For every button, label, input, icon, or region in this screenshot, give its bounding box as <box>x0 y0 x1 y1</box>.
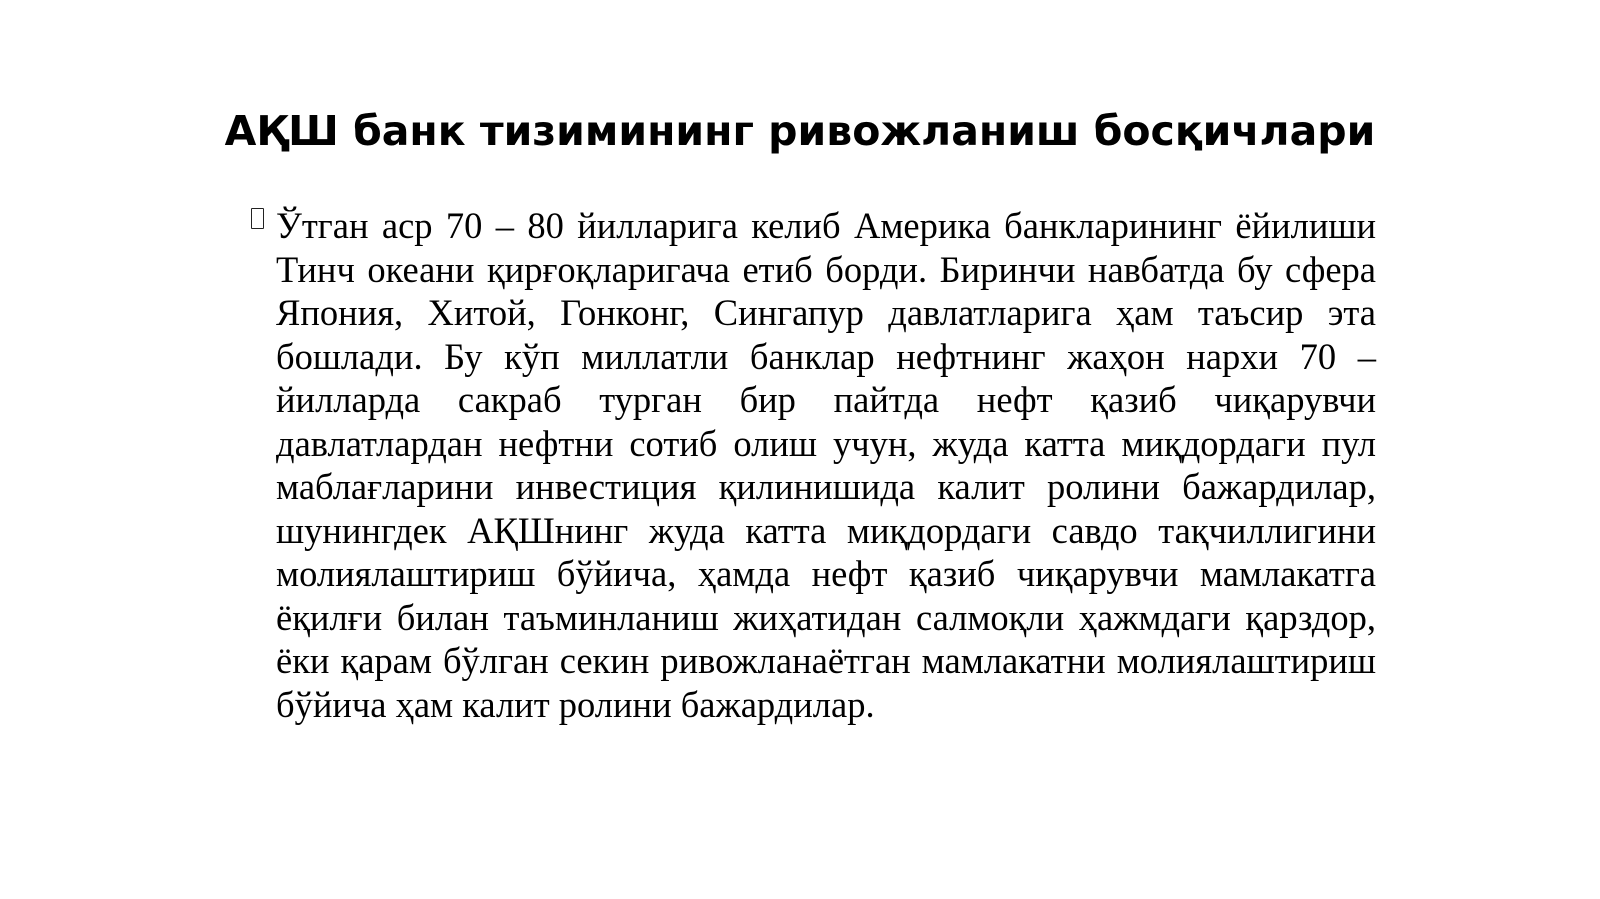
slide-title: АҚШ банк тизимининг ривожланиш босқичлари <box>224 107 1376 155</box>
bullet-list <box>251 204 1376 844</box>
bullet-square-icon <box>251 208 264 229</box>
bullet-text: Ўтган аср 70 – 80 йилларига келиб Америка банкларининг ёйилиши Тинч океани қирғоқларигача етиб борди. Биринчи навбатда бу сфера Япония, Хитой, Гонконг, Сингапур давлатларига ҳам таъсир эта бошлади. Бу кўп миллатли банклар нефтнинг жаҳон нархи 70 – йилларда сакраб турган бир пайтда нефт қазиб чиқарувчи давлатлардан нефтни сотиб олиш учун, жуда катта миқдордаги пул маблағларини инвестиция қилинишида калит ролини бажардилар, шунингдек АҚШнинг жуда катта миқдордаги савдо тақчиллигини молиялаштириш бўйича, ҳамда нефт қазиб чиқарувчи мамлакатга ёқилғи билан таъминланиш жиҳатидан салмоқли ҳажмдаги қарздор, ёки қарам бўлган секин ривожланаётган мамлакатни молиялаштириш бўйича ҳам калит ролини бажардилар. <box>276 205 1376 725</box>
